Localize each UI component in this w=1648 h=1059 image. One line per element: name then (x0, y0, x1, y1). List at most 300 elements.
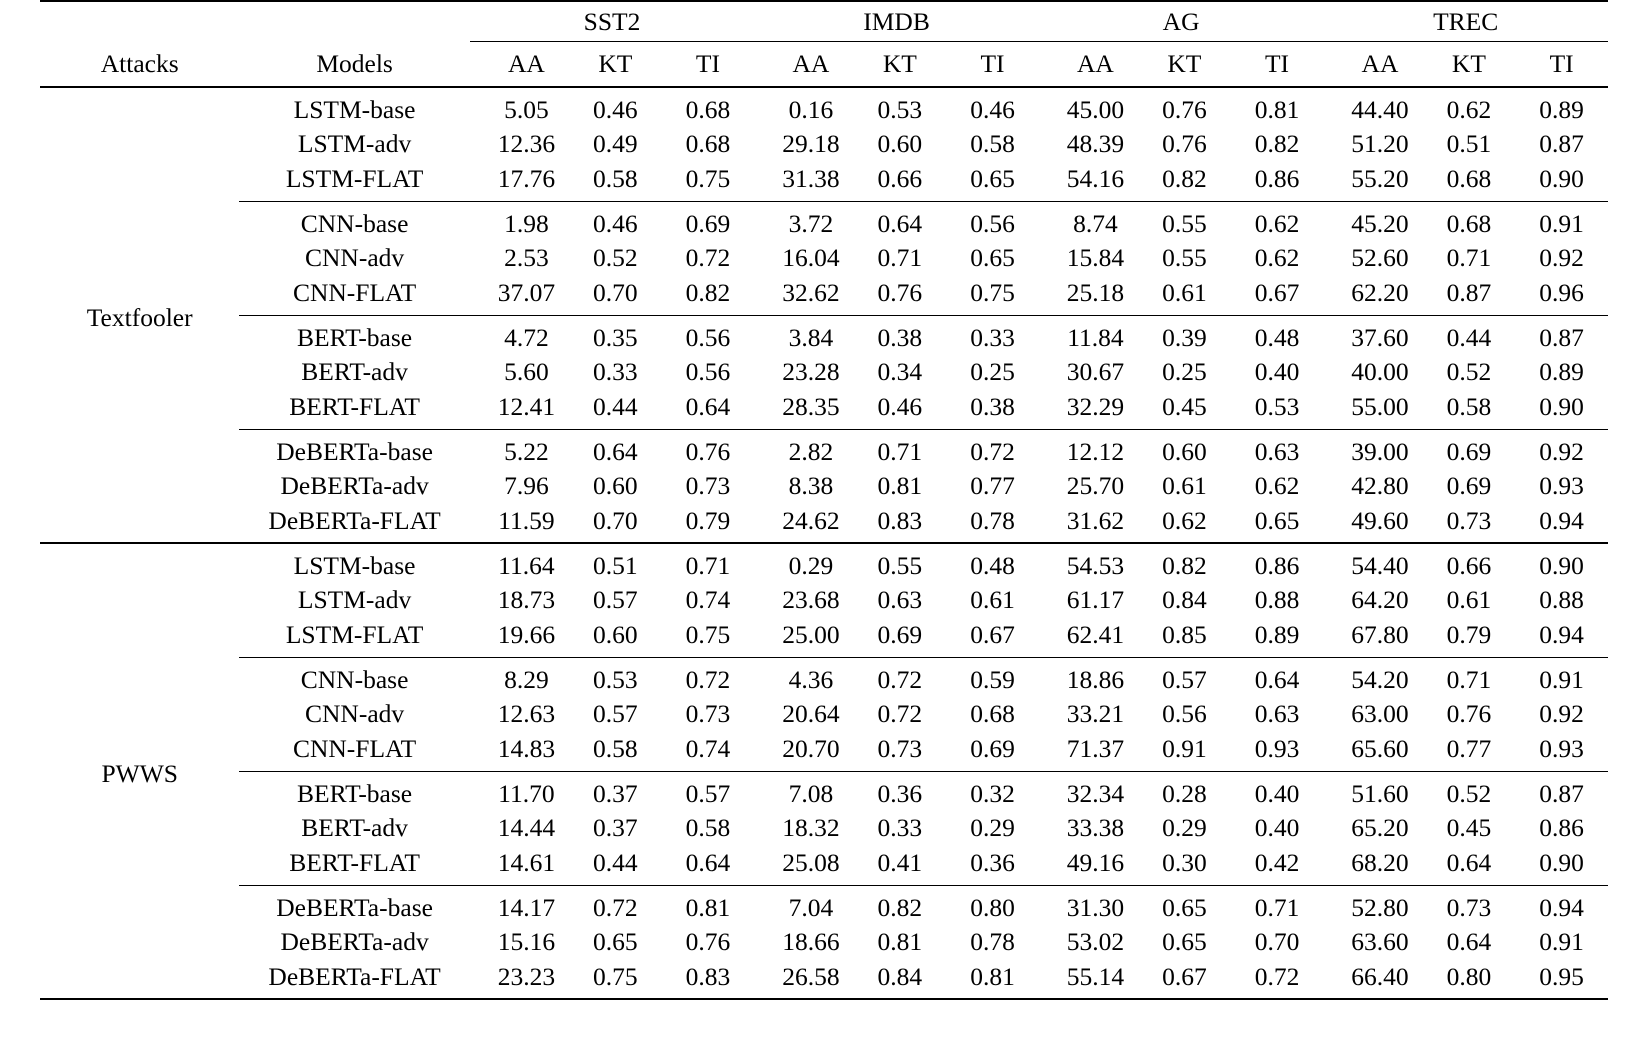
table-row (40, 163, 1608, 201)
metric-value: 8.38 (788, 471, 834, 501)
metric-value: 14.83 (470, 733, 569, 771)
metric-value: 3.84 (788, 322, 834, 352)
model-label: CNN-adv (305, 699, 405, 729)
metric-value: 0.76 (685, 436, 731, 466)
model-label: CNN-FLAT (239, 733, 469, 771)
metric-value: 7.96 (504, 471, 549, 501)
table-row (40, 581, 1608, 619)
metric-value: 0.90 (1515, 391, 1608, 429)
metric-value: 8.74 (1073, 208, 1118, 238)
model-label: BERT-adv (301, 813, 408, 843)
metric-value: 71.37 (1039, 733, 1138, 771)
metric-value: 45.20 (1351, 208, 1409, 238)
metric-value: 11.64 (498, 550, 555, 580)
metric-value: 0.61 (970, 585, 1015, 615)
metric-value: 11.59 (470, 505, 569, 543)
column-header-ag-ti: TI (1231, 41, 1324, 87)
metric-value: 0.88 (1254, 585, 1300, 615)
metric-value: 0.56 (970, 208, 1015, 238)
metric-value: 0.78 (946, 505, 1039, 543)
metric-value: 0.70 (569, 505, 662, 543)
metric-value: 0.58 (569, 163, 662, 201)
metric-value: 0.64 (593, 436, 638, 466)
metric-value: 0.75 (662, 619, 755, 657)
metric-value: 2.53 (504, 243, 549, 273)
metric-value: 0.44 (569, 391, 662, 429)
metric-value: 0.77 (970, 471, 1015, 501)
metric-value: 20.70 (754, 733, 853, 771)
metric-value: 0.87 (1423, 277, 1516, 315)
metric-value: 0.36 (877, 778, 923, 808)
metric-value: 0.58 (685, 813, 731, 843)
metric-value: 63.60 (1351, 927, 1409, 957)
metric-value: 0.79 (1423, 619, 1516, 657)
metric-value: 45.00 (1066, 94, 1125, 124)
column-header-trec-ti: TI (1515, 41, 1608, 87)
metric-value: 0.82 (1254, 129, 1300, 159)
metric-value: 0.76 (1446, 699, 1492, 729)
column-header-ag-kt: KT (1138, 41, 1231, 87)
model-label: DeBERTa-base (276, 892, 433, 922)
metric-value: 0.81 (946, 961, 1039, 999)
metric-value: 5.05 (504, 94, 549, 124)
metric-value: 49.16 (1039, 847, 1138, 885)
metric-value: 25.18 (1039, 277, 1138, 315)
metric-value: 4.72 (504, 322, 549, 352)
metric-value: 17.76 (470, 163, 569, 201)
metric-value: 0.81 (1254, 94, 1300, 124)
results-table (40, 0, 1608, 1000)
metric-value: 23.28 (782, 357, 840, 387)
metric-value: 12.12 (1066, 436, 1125, 466)
metric-value: 25.70 (1066, 471, 1125, 501)
metric-value: 0.91 (1539, 208, 1584, 238)
metric-value: 0.65 (946, 163, 1039, 201)
metric-value: 55.14 (1039, 961, 1138, 999)
metric-value: 0.53 (593, 664, 638, 694)
model-label: CNN-FLAT (239, 277, 469, 315)
metric-value: 0.69 (854, 619, 947, 657)
metric-value: 0.53 (877, 94, 923, 124)
table-row (40, 201, 1608, 239)
metric-value: 0.51 (593, 550, 638, 580)
metric-value: 0.72 (877, 664, 923, 694)
metric-value: 0.72 (1231, 961, 1324, 999)
metric-value: 0.64 (662, 847, 755, 885)
metric-value: 0.93 (1539, 471, 1584, 501)
metric-value: 0.44 (569, 847, 662, 885)
metric-value: 0.33 (877, 813, 923, 843)
metric-value: 0.81 (685, 892, 731, 922)
metric-value: 0.16 (788, 94, 834, 124)
metric-value: 0.56 (685, 322, 731, 352)
metric-value: 0.73 (1423, 505, 1516, 543)
metric-value: 30.67 (1066, 357, 1125, 387)
metric-value: 0.64 (1423, 847, 1516, 885)
metric-value: 14.61 (470, 847, 569, 885)
metric-value: 0.59 (970, 664, 1015, 694)
metric-value: 0.61 (1138, 277, 1231, 315)
metric-value: 0.40 (1254, 778, 1300, 808)
metric-value: 55.20 (1323, 163, 1422, 201)
metric-value: 23.68 (782, 585, 840, 615)
metric-value: 0.61 (1446, 585, 1492, 615)
metric-value: 0.48 (1254, 322, 1300, 352)
metric-value: 0.25 (970, 357, 1015, 387)
metric-value: 0.37 (593, 813, 638, 843)
column-header-trec-kt: KT (1423, 41, 1516, 87)
metric-value: 7.08 (788, 778, 834, 808)
metric-value: 0.73 (1446, 892, 1492, 922)
metric-value: 0.30 (1138, 847, 1231, 885)
metric-value: 33.21 (1066, 699, 1125, 729)
metric-value: 54.20 (1351, 664, 1409, 694)
metric-value: 53.02 (1066, 927, 1125, 957)
metric-value: 0.82 (1138, 163, 1231, 201)
model-label: BERT-base (297, 322, 413, 352)
table-row (40, 543, 1608, 581)
metric-value: 40.00 (1351, 357, 1409, 387)
column-header-trec-aa: AA (1323, 41, 1422, 87)
column-header-sst2-aa: AA (470, 41, 569, 87)
metric-value: 0.69 (946, 733, 1039, 771)
model-label: DeBERTa-adv (280, 471, 429, 501)
column-header-ag-aa: AA (1039, 41, 1138, 87)
metric-value: 0.89 (1539, 94, 1584, 124)
metric-value: 48.39 (1066, 129, 1125, 159)
table-row (40, 505, 1608, 543)
metric-value: 0.90 (1515, 163, 1608, 201)
metric-value: 0.82 (877, 892, 923, 922)
metric-value: 0.65 (970, 243, 1015, 273)
metric-value: 0.58 (1423, 391, 1516, 429)
metric-value: 0.28 (1162, 778, 1207, 808)
metric-value: 0.58 (569, 733, 662, 771)
metric-value: 0.33 (970, 322, 1015, 352)
header-spacer-models (239, 1, 469, 41)
metric-value: 0.77 (1423, 733, 1516, 771)
metric-value: 62.41 (1039, 619, 1138, 657)
metric-value: 0.46 (854, 391, 947, 429)
table-row (40, 657, 1608, 695)
metric-value: 0.91 (1539, 664, 1584, 694)
metric-value: 0.64 (662, 391, 755, 429)
metric-value: 55.00 (1323, 391, 1422, 429)
metric-value: 0.80 (1423, 961, 1516, 999)
model-label: BERT-adv (301, 357, 408, 387)
metric-value: 0.48 (970, 550, 1015, 580)
metric-value: 0.87 (1539, 322, 1584, 352)
metric-value: 15.84 (1066, 243, 1125, 273)
table-row (40, 87, 1608, 125)
model-label: CNN-adv (305, 243, 405, 273)
metric-value: 28.35 (754, 391, 853, 429)
metric-value: 0.44 (1446, 322, 1492, 352)
metric-value: 37.07 (470, 277, 569, 315)
metric-value: 0.66 (854, 163, 947, 201)
metric-value: 0.93 (1231, 733, 1324, 771)
metric-value: 0.65 (593, 927, 638, 957)
metric-value: 0.65 (1162, 927, 1207, 957)
metric-value: 0.83 (662, 961, 755, 999)
model-label: BERT-base (297, 778, 413, 808)
column-header-imdb-ti: TI (946, 41, 1039, 87)
metric-value: 19.66 (470, 619, 569, 657)
metric-value: 0.82 (662, 277, 755, 315)
model-label: DeBERTa-adv (280, 927, 429, 957)
metric-value: 7.04 (788, 892, 834, 922)
metric-value: 0.69 (1446, 471, 1492, 501)
metric-value: 0.58 (970, 129, 1015, 159)
metric-value: 64.20 (1351, 585, 1409, 615)
metric-value: 5.60 (504, 357, 549, 387)
metric-value: 0.63 (1254, 436, 1300, 466)
table-row (40, 847, 1608, 885)
metric-value: 0.68 (685, 94, 731, 124)
metric-value: 25.08 (754, 847, 853, 885)
metric-value: 0.57 (593, 585, 638, 615)
metric-value: 0.70 (1254, 927, 1300, 957)
metric-value: 62.20 (1323, 277, 1422, 315)
metric-value: 0.64 (877, 208, 923, 238)
metric-value: 15.16 (497, 927, 556, 957)
metric-value: 23.23 (470, 961, 569, 999)
column-header-sst2-ti: TI (662, 41, 755, 87)
metric-value: 42.80 (1351, 471, 1409, 501)
metric-value: 20.64 (782, 699, 840, 729)
metric-value: 0.67 (946, 619, 1039, 657)
metric-value: 0.85 (1138, 619, 1231, 657)
metric-value: 65.60 (1323, 733, 1422, 771)
table-row (40, 923, 1608, 961)
metric-value: 0.84 (1162, 585, 1207, 615)
metric-value: 0.89 (1539, 357, 1584, 387)
metric-value: 61.17 (1066, 585, 1125, 615)
header-spacer-attacks (40, 1, 239, 41)
metric-value: 16.04 (782, 243, 840, 273)
metric-value: 0.55 (877, 550, 923, 580)
metric-value: 63.00 (1351, 699, 1409, 729)
metric-value: 0.62 (1254, 208, 1300, 238)
metric-value: 0.35 (593, 322, 638, 352)
metric-value: 32.29 (1039, 391, 1138, 429)
model-label: LSTM-adv (297, 585, 412, 615)
table-row (40, 353, 1608, 391)
metric-value: 14.44 (497, 813, 556, 843)
metric-value: 0.37 (593, 778, 638, 808)
metric-value: 0.67 (1138, 961, 1231, 999)
metric-value: 0.84 (854, 961, 947, 999)
metric-value: 0.72 (593, 892, 638, 922)
metric-value: 0.62 (1138, 505, 1231, 543)
metric-value: 0.86 (1254, 550, 1300, 580)
metric-value: 32.34 (1066, 778, 1125, 808)
metric-value: 0.29 (788, 550, 834, 580)
metric-value: 0.70 (569, 277, 662, 315)
metric-value: 0.87 (1539, 778, 1584, 808)
table-row (40, 315, 1608, 353)
metric-value: 0.68 (1446, 208, 1492, 238)
column-header-sst2-kt: KT (569, 41, 662, 87)
metric-value: 0.29 (970, 813, 1015, 843)
metric-value: 0.71 (1254, 892, 1300, 922)
metric-value: 0.46 (970, 94, 1015, 124)
metric-value: 0.72 (877, 699, 923, 729)
table-row (40, 277, 1608, 315)
model-label: LSTM-base (293, 550, 416, 580)
metric-value: 0.38 (877, 322, 923, 352)
metric-value: 0.40 (1254, 357, 1300, 387)
metric-value: 39.00 (1351, 436, 1409, 466)
metric-value: 0.92 (1539, 699, 1584, 729)
metric-value: 0.81 (877, 471, 923, 501)
model-label: CNN-base (300, 208, 409, 238)
metric-value: 0.73 (685, 699, 731, 729)
metric-value: 0.60 (877, 129, 923, 159)
metric-value: 5.22 (504, 436, 549, 466)
metric-value: 0.75 (946, 277, 1039, 315)
metric-value: 18.32 (782, 813, 840, 843)
metric-value: 0.72 (685, 243, 731, 273)
metric-value: 0.86 (1539, 813, 1584, 843)
metric-value: 0.55 (1162, 208, 1207, 238)
metric-value: 0.75 (662, 163, 755, 201)
metric-value: 0.66 (1446, 550, 1492, 580)
model-label: DeBERTa-FLAT (239, 961, 469, 999)
metric-value: 0.78 (970, 927, 1015, 957)
metric-value: 0.62 (1254, 471, 1300, 501)
metric-value: 0.60 (1162, 436, 1207, 466)
metric-value: 54.53 (1066, 550, 1125, 580)
metric-value: 12.36 (497, 129, 556, 159)
metric-value: 0.68 (1423, 163, 1516, 201)
metric-value: 4.36 (788, 664, 834, 694)
metric-value: 0.55 (1162, 243, 1207, 273)
metric-value: 0.57 (685, 778, 731, 808)
metric-value: 0.89 (1231, 619, 1324, 657)
metric-value: 0.56 (1162, 699, 1207, 729)
metric-value: 0.92 (1539, 436, 1584, 466)
metric-value: 0.94 (1515, 619, 1608, 657)
metric-value: 0.74 (685, 585, 731, 615)
model-label: LSTM-base (293, 94, 416, 124)
metric-value: 0.75 (569, 961, 662, 999)
metric-value: 67.80 (1323, 619, 1422, 657)
metric-value: 0.46 (593, 94, 638, 124)
metric-value: 0.60 (569, 619, 662, 657)
metric-value: 0.46 (593, 208, 638, 238)
metric-value: 0.52 (1446, 778, 1492, 808)
metric-value: 0.94 (1539, 892, 1584, 922)
metric-value: 0.53 (1231, 391, 1324, 429)
metric-value: 0.71 (1446, 243, 1492, 273)
metric-value: 0.73 (685, 471, 731, 501)
metric-value: 0.76 (1162, 129, 1207, 159)
model-label: CNN-base (300, 664, 409, 694)
metric-value: 66.40 (1323, 961, 1422, 999)
metric-value: 33.38 (1066, 813, 1125, 843)
metric-value: 0.68 (685, 129, 731, 159)
dataset-header-imdb: IMDB (754, 1, 1039, 41)
metric-value: 0.57 (1162, 664, 1207, 694)
metric-value: 54.40 (1351, 550, 1409, 580)
metric-value: 0.83 (854, 505, 947, 543)
metric-value: 11.70 (498, 778, 555, 808)
metric-value: 0.49 (593, 129, 638, 159)
metric-value: 51.20 (1351, 129, 1409, 159)
metric-value: 0.65 (1231, 505, 1324, 543)
metric-value: 0.68 (970, 699, 1015, 729)
metric-value: 18.73 (497, 585, 556, 615)
column-header-imdb-aa: AA (754, 41, 853, 87)
metric-value: 0.57 (593, 699, 638, 729)
table-row (40, 771, 1608, 809)
metric-value: 68.20 (1323, 847, 1422, 885)
metric-value: 0.92 (1539, 243, 1584, 273)
metric-value: 0.91 (1138, 733, 1231, 771)
metric-value: 51.60 (1351, 778, 1409, 808)
metric-value: 0.41 (854, 847, 947, 885)
metric-value: 31.30 (1066, 892, 1125, 922)
model-label: DeBERTa-FLAT (239, 505, 469, 543)
metric-value: 0.45 (1138, 391, 1231, 429)
dataset-header-row (40, 1, 1608, 41)
metric-value: 0.90 (1515, 847, 1608, 885)
metric-value: 18.86 (1066, 664, 1125, 694)
table-row (40, 391, 1608, 429)
metric-value: 0.62 (1254, 243, 1300, 273)
metric-value: 0.79 (662, 505, 755, 543)
metric-value: 25.00 (754, 619, 853, 657)
table-row (40, 429, 1608, 467)
metric-value: 0.81 (877, 927, 923, 957)
metric-value: 14.17 (497, 892, 556, 922)
metric-value: 0.29 (1162, 813, 1207, 843)
metric-value: 31.62 (1039, 505, 1138, 543)
table-row (40, 125, 1608, 163)
metric-value: 0.25 (1162, 357, 1207, 387)
model-label: DeBERTa-base (276, 436, 433, 466)
metric-value: 0.32 (970, 778, 1015, 808)
table-row (40, 695, 1608, 733)
metric-value: 52.80 (1351, 892, 1409, 922)
metric-value: 0.33 (593, 357, 638, 387)
metric-value: 0.65 (1162, 892, 1207, 922)
column-header-models: Models (239, 41, 469, 87)
table-row (40, 961, 1608, 999)
metric-value: 0.80 (970, 892, 1015, 922)
metric-value: 0.74 (662, 733, 755, 771)
metric-value: 0.90 (1539, 550, 1584, 580)
table-row (40, 885, 1608, 923)
table-row (40, 809, 1608, 847)
metric-value: 0.64 (1254, 664, 1300, 694)
metric-value: 0.69 (1446, 436, 1492, 466)
metric-value: 0.93 (1515, 733, 1608, 771)
metric-value: 0.71 (877, 243, 923, 273)
metric-value: 18.66 (782, 927, 840, 957)
metric-value: 0.60 (593, 471, 638, 501)
model-label: LSTM-adv (297, 129, 412, 159)
dataset-header-sst2: SST2 (470, 1, 755, 41)
attack-label-pwws: PWWS (40, 543, 239, 999)
metric-value: 8.29 (504, 664, 549, 694)
metric-value: 0.72 (970, 436, 1015, 466)
metric-value: 54.16 (1039, 163, 1138, 201)
metric-value: 52.60 (1351, 243, 1409, 273)
metric-value: 0.56 (685, 357, 731, 387)
metric-value: 1.98 (504, 208, 549, 238)
